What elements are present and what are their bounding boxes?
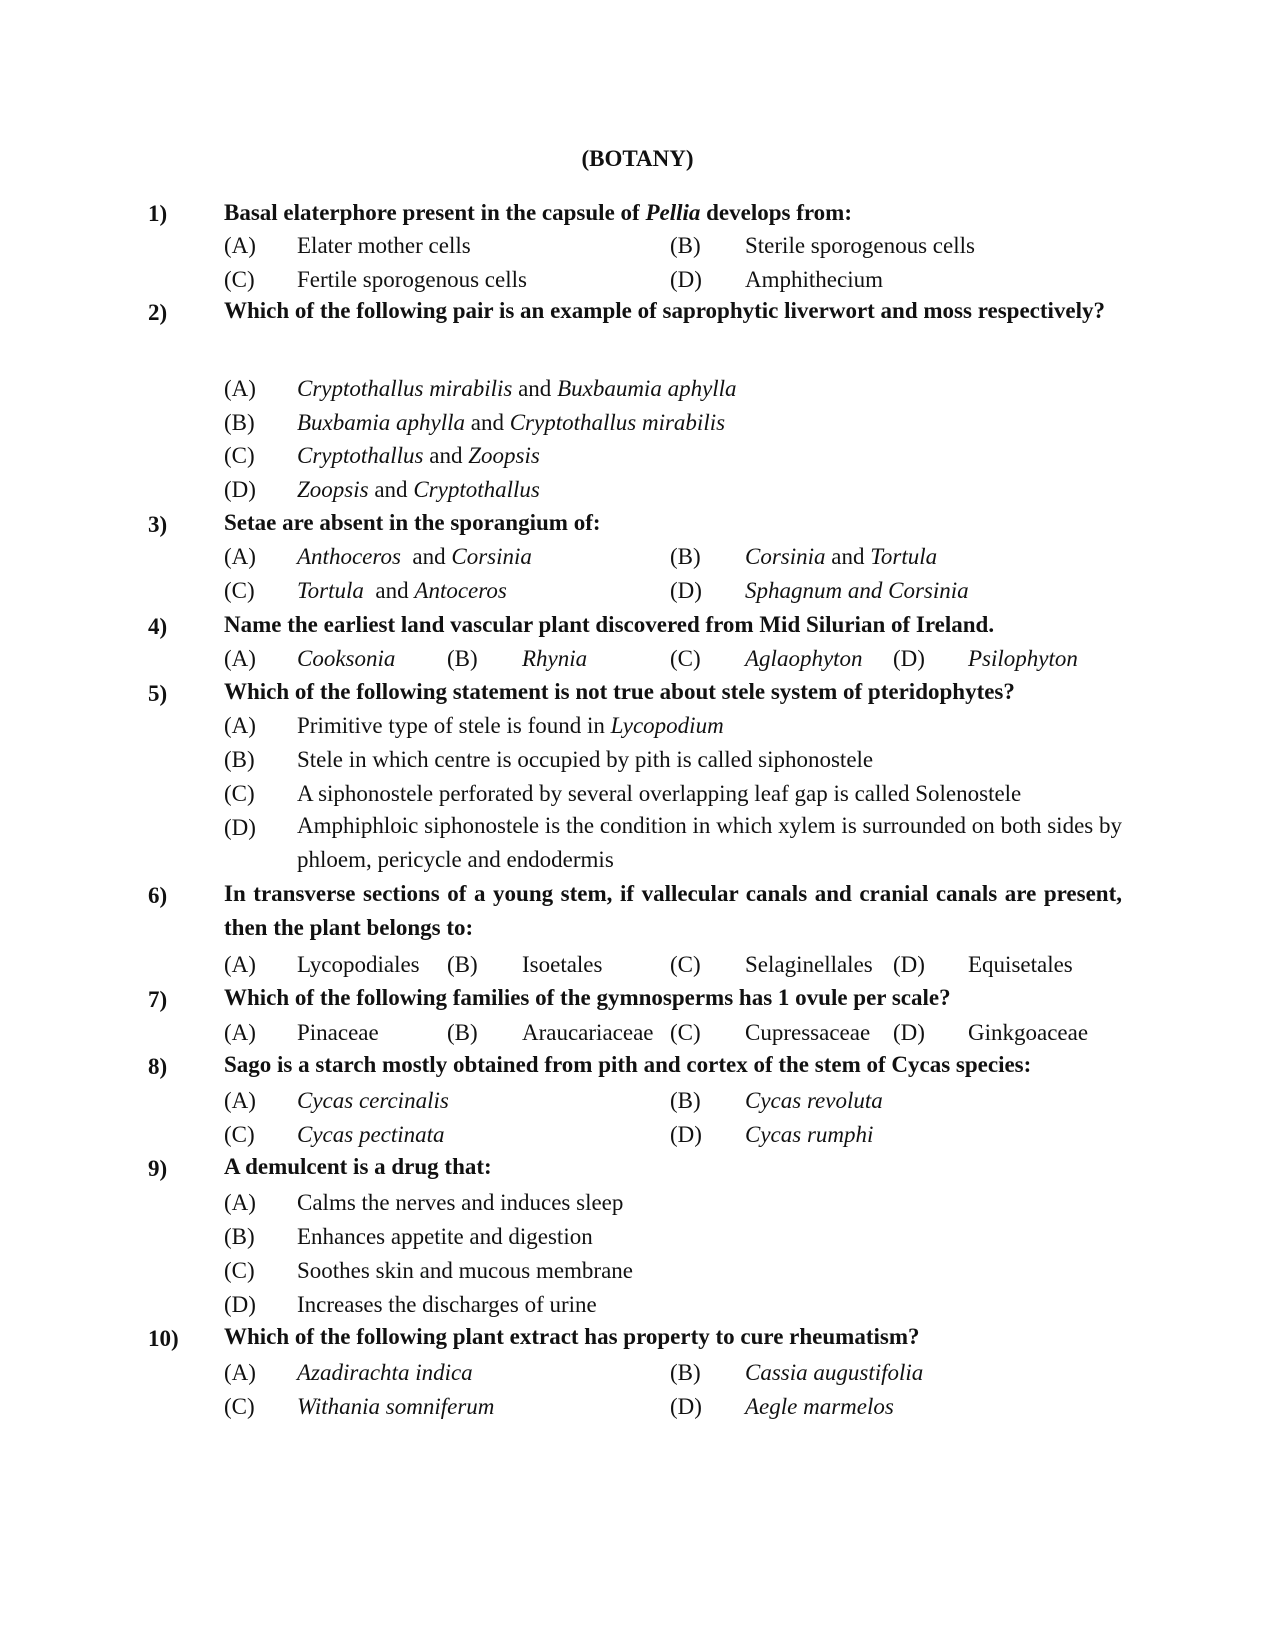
question-text: Which of the following families of the gymnosperms has 1 ovule per scale? <box>224 985 951 1010</box>
option-label: (C) <box>670 646 701 671</box>
question-number: 1) <box>148 201 168 226</box>
option-label: (B) <box>670 1088 701 1113</box>
option-text: Buxbamia aphylla and Cryptothallus mirabilis <box>297 410 726 435</box>
option-text: Calms the nerves and induces sleep <box>297 1190 624 1215</box>
option-label: (C) <box>224 1258 255 1283</box>
option-text: Sterile sporogenous cells <box>745 233 975 258</box>
option-text: Enhances appetite and digestion <box>297 1224 593 1249</box>
question-number: 3) <box>148 512 168 537</box>
option-text: Amphiphloic siphonostele is the condition in which xylem is surrounded on both sides by phloem, pericycle and endodermis <box>297 813 1122 872</box>
question-number: 8) <box>148 1054 168 1079</box>
option-label: (C) <box>670 1020 701 1045</box>
question-number: 5) <box>148 681 168 706</box>
option-label: (B) <box>447 646 478 671</box>
option-text: Amphithecium <box>745 267 883 292</box>
option-label: (C) <box>224 1394 255 1419</box>
option-label: (A) <box>224 1088 256 1113</box>
question-text: Basal elaterphore present in the capsule of Pellia develops from: <box>224 200 852 225</box>
section-title: (BOTANY) <box>581 146 694 171</box>
option-text: Cryptothallus mirabilis and Buxbaumia aphylla <box>297 376 737 401</box>
question-text: Name the earliest land vascular plant discovered from Mid Silurian of Ireland. <box>224 612 995 637</box>
option-label: (D) <box>670 1122 702 1147</box>
option-text: Selaginellales <box>745 952 873 977</box>
option-text: Tortula and Antoceros <box>297 578 507 603</box>
question-text: A demulcent is a drug that: <box>224 1154 492 1179</box>
option-label: (A) <box>224 544 256 569</box>
option-label: (D) <box>224 815 256 840</box>
option-label: (D) <box>670 267 702 292</box>
option-text: Cycas rumphi <box>745 1122 874 1147</box>
option-label: (B) <box>670 1360 701 1385</box>
option-label: (D) <box>670 1394 702 1419</box>
option-text: Pinaceae <box>297 1020 379 1045</box>
question-number: 10) <box>148 1326 179 1351</box>
question-text: Setae are absent in the sporangium of: <box>224 510 601 535</box>
option-label: (C) <box>224 578 255 603</box>
option-label: (B) <box>447 1020 478 1045</box>
option-text: Stele in which centre is occupied by pith is called siphonostele <box>297 747 874 772</box>
option-text: Cycas revoluta <box>745 1088 883 1113</box>
option-text: Primitive type of stele is found in Lycopodium <box>297 713 724 738</box>
option-label: (D) <box>670 578 702 603</box>
question-number: 7) <box>148 987 168 1012</box>
option-text: Araucariaceae <box>522 1020 654 1045</box>
question-number: 9) <box>148 1156 168 1181</box>
option-label: (B) <box>224 410 255 435</box>
option-text: Cycas pectinata <box>297 1122 445 1147</box>
option-label: (A) <box>224 713 256 738</box>
option-label: (B) <box>224 747 255 772</box>
option-label: (D) <box>224 1292 256 1317</box>
question-text: Sago is a starch mostly obtained from pith and cortex of the stem of Cycas species: <box>224 1052 1032 1077</box>
option-text: Cryptothallus and Zoopsis <box>297 443 540 468</box>
option-label: (A) <box>224 646 256 671</box>
option-text: Sphagnum and Corsinia <box>745 578 969 603</box>
option-label: (A) <box>224 1360 256 1385</box>
question-text: Which of the following plant extract has property to cure rheumatism? <box>224 1324 920 1349</box>
question-text: Which of the following statement is not true about stele system of pteridophytes? <box>224 679 1015 704</box>
option-label: (A) <box>224 1020 256 1045</box>
option-text: Lycopodiales <box>297 952 420 977</box>
option-label: (C) <box>224 781 255 806</box>
option-text: Rhynia <box>522 646 588 671</box>
option-label: (A) <box>224 233 256 258</box>
option-label: (A) <box>224 1190 256 1215</box>
option-text: Zoopsis and Cryptothallus <box>297 477 540 502</box>
option-text: Psilophyton <box>968 646 1078 671</box>
option-label: (B) <box>670 233 701 258</box>
option-text: Increases the discharges of urine <box>297 1292 597 1317</box>
option-text: Elater mother cells <box>297 233 471 258</box>
question-number: 4) <box>148 614 168 639</box>
option-text: A siphonostele perforated by several overlapping leaf gap is called Solenostele <box>297 781 1022 806</box>
option-text: Azadirachta indica <box>297 1360 473 1385</box>
question-text: Which of the following pair is an example of saprophytic liverwort and moss respectively? <box>224 298 1106 323</box>
option-label: (B) <box>447 952 478 977</box>
option-text: Corsinia and Tortula <box>745 544 938 569</box>
option-label: (C) <box>224 443 255 468</box>
question-number: 6) <box>148 883 168 908</box>
option-text: Cycas cercinalis <box>297 1088 449 1113</box>
option-text: Anthoceros and Corsinia <box>297 544 532 569</box>
option-text: Isoetales <box>522 952 603 977</box>
question-number: 2) <box>148 300 168 325</box>
option-text: Withania somniferum <box>297 1394 495 1419</box>
option-label: (C) <box>224 1122 255 1147</box>
question-text: In transverse sections of a young stem, if vallecular canals and cranial canals are present, then the plant belongs to: <box>224 881 1122 940</box>
option-label: (D) <box>893 1020 925 1045</box>
option-text: Equisetales <box>968 952 1073 977</box>
option-label: (C) <box>670 952 701 977</box>
option-label: (D) <box>224 477 256 502</box>
option-label: (A) <box>224 376 256 401</box>
option-text: Cassia augustifolia <box>745 1360 924 1385</box>
option-text: Aglaophyton <box>745 646 863 671</box>
option-text: Cupressaceae <box>745 1020 871 1045</box>
option-label: (B) <box>224 1224 255 1249</box>
option-text: Cooksonia <box>297 646 396 671</box>
option-text: Soothes skin and mucous membrane <box>297 1258 634 1283</box>
option-text: Ginkgoaceae <box>968 1020 1089 1045</box>
option-label: (D) <box>893 952 925 977</box>
option-label: (D) <box>893 646 925 671</box>
option-text: Aegle marmelos <box>745 1394 894 1419</box>
option-text: Fertile sporogenous cells <box>297 267 527 292</box>
option-label: (C) <box>224 267 255 292</box>
option-label: (B) <box>670 544 701 569</box>
option-label: (A) <box>224 952 256 977</box>
